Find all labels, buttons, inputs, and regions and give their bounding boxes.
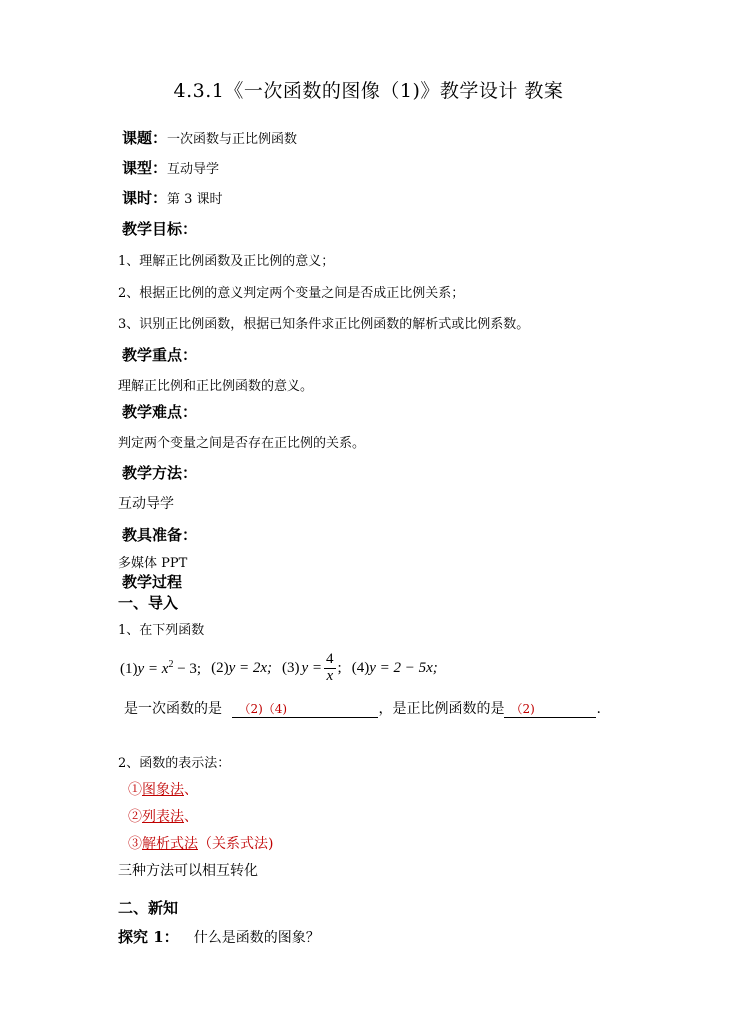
goal-item-1: 1、理解正比例函数及正比例的意义； xyxy=(118,254,335,269)
section-intro-heading: 一、导入 xyxy=(118,594,179,612)
fraction-4-over-x: $\frac{4}{x}$ xyxy=(326,650,334,684)
conversion-note: 三种方法可以相互转化 xyxy=(118,863,258,879)
topic-line xyxy=(122,127,297,148)
topic-label: 课题： xyxy=(122,129,168,147)
explore-1-label: 探究 1： xyxy=(118,928,179,946)
process-heading: 教学过程 xyxy=(122,573,183,591)
method-text: 互动导学 xyxy=(118,496,174,512)
function-list-formula xyxy=(120,646,448,690)
section-new-knowledge-heading: 二、新知 xyxy=(118,899,179,917)
key-points-heading: 教学重点： xyxy=(122,346,198,364)
tools-heading: 教具准备： xyxy=(122,526,198,544)
difficulty-heading: 教学难点： xyxy=(122,403,198,421)
key-points-text: 理解正比例和正比例函数的意义。 xyxy=(118,379,314,394)
representation-method-3: ③解析式法（关系式法) xyxy=(128,836,274,852)
goals-heading: 教学目标： xyxy=(122,220,198,238)
question-2: 2、函数的表示法： xyxy=(118,756,231,771)
explore-1-text: 什么是函数的图象？ xyxy=(193,930,320,946)
period-line xyxy=(122,187,223,208)
explore-1-line xyxy=(118,926,320,947)
type-label: 课型： xyxy=(122,159,168,177)
answer-line xyxy=(124,698,601,718)
page-title: 4.3.1《一次函数的图像（1)》教学设计 教案 xyxy=(173,80,564,102)
answer-part-2: ，是正比例函数的是 xyxy=(378,701,505,717)
question-1: 1、在下列函数 xyxy=(118,623,205,638)
type-line xyxy=(122,157,219,178)
representation-method-1: ①图象法、 xyxy=(128,782,198,798)
representation-method-2: ②列表法、 xyxy=(128,809,198,825)
answer-blank-linear: （2)（4) xyxy=(232,701,378,718)
goal-item-2: 2、根据正比例的意义判定两个变量之间是否成正比例关系； xyxy=(118,286,465,301)
type-value: 互动导学 xyxy=(167,162,220,177)
function-1: $(1)y = x^2 - 3$; xyxy=(120,658,202,677)
function-2: (2)y = 2x; xyxy=(211,659,273,676)
difficulty-text: 判定两个变量之间是否存在正比例的关系。 xyxy=(118,436,366,451)
method-heading: 教学方法： xyxy=(122,464,198,482)
answer-blank-proportional: （2) xyxy=(504,701,596,718)
goal-item-3: 3、识别正比例函数，根据已知条件求正比例函数的解析式或比例系数。 xyxy=(118,317,530,332)
period-label: 课时： xyxy=(122,189,168,207)
function-3: (3) y = $\frac{4}{x}$ ; xyxy=(282,650,342,684)
topic-value: 一次函数与正比例函数 xyxy=(167,132,298,147)
function-4: (4)y = 2 − 5x; xyxy=(351,659,438,676)
answer-part-1: 是一次函数的是 xyxy=(124,701,222,717)
tools-text: 多媒体 PPT xyxy=(118,556,188,571)
period-value: 第 3 课时 xyxy=(167,192,223,207)
answer-end: . xyxy=(596,701,601,717)
